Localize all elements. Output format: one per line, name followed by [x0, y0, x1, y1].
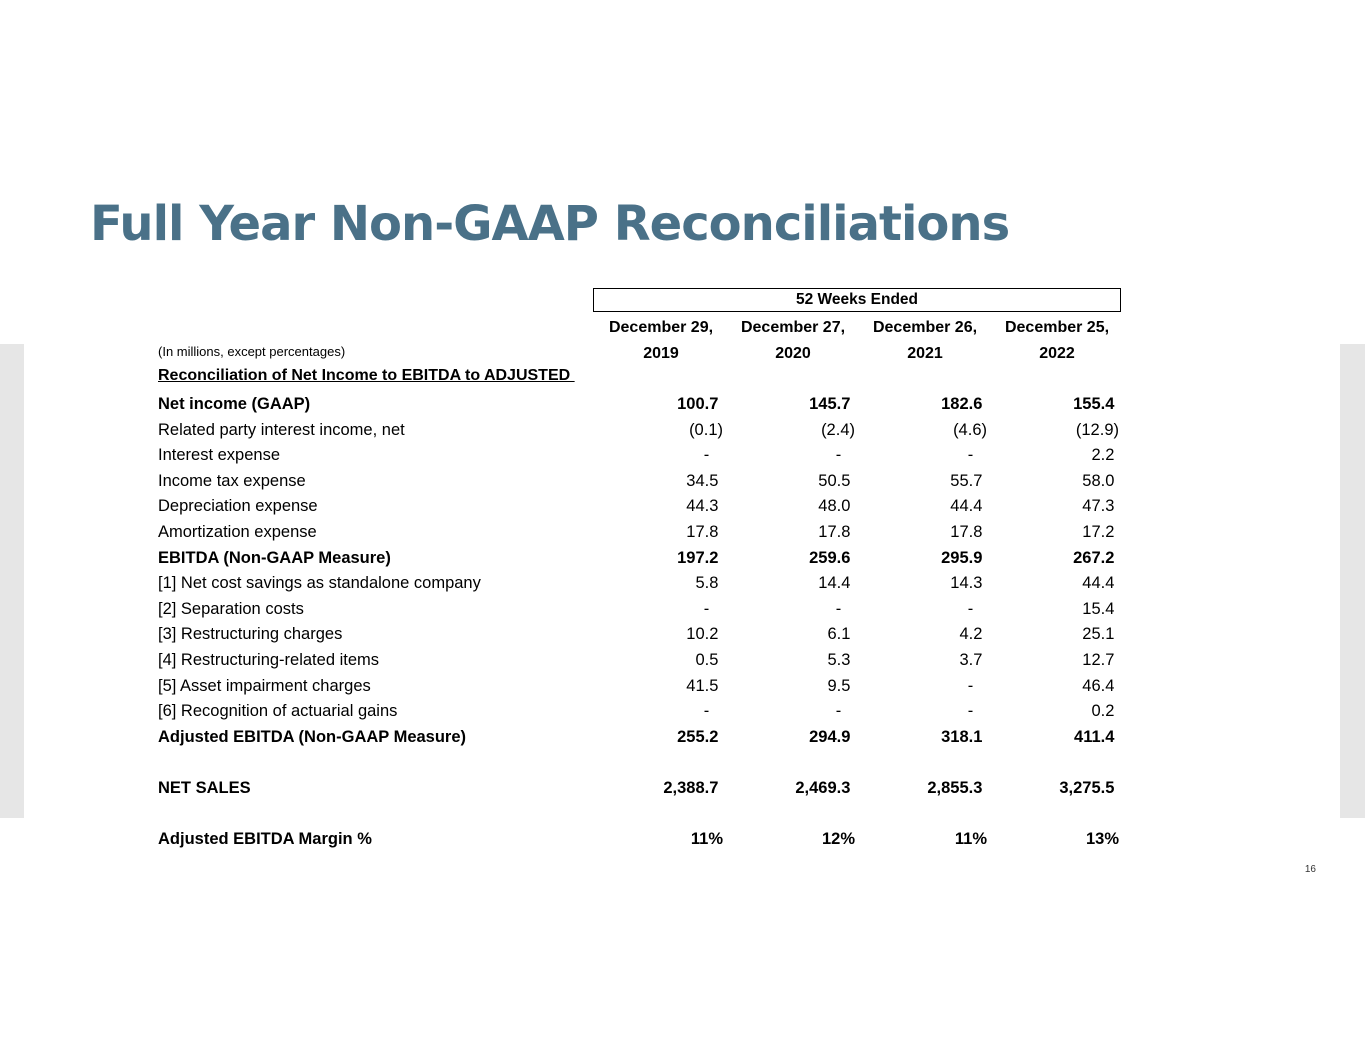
row-label: Income tax expense — [158, 471, 306, 490]
row-label: Adjusted EBITDA Margin % — [158, 830, 372, 848]
value-2019: 5.8 — [695, 574, 723, 593]
value-2019: 197.2 — [677, 548, 723, 567]
value-2021: 55.7 — [950, 471, 987, 490]
value-2022: 15.4 — [1082, 599, 1119, 618]
value-2022: 17.2 — [1082, 523, 1119, 541]
column-header-2020 — [727, 315, 859, 366]
value-2019: - — [703, 702, 723, 721]
net-sales-row — [0, 776, 1365, 802]
value-2020: (2.4) — [821, 420, 855, 439]
value-2022: 47.3 — [1082, 497, 1119, 516]
value-2020: 2,469.3 — [795, 779, 855, 797]
value-2022: (12.9) — [1075, 420, 1119, 439]
value-2021: 3.7 — [959, 651, 987, 669]
row-label: Depreciation expense — [158, 497, 318, 516]
value-2019: - — [703, 446, 723, 465]
row-label: Adjusted EBITDA (Non-GAAP Measure) — [158, 727, 467, 746]
value-2022: 58.0 — [1082, 471, 1119, 490]
value-2019: 255.2 — [677, 727, 723, 746]
table-row — [0, 418, 1365, 444]
table-row — [0, 597, 1365, 623]
row-label: Net income (GAAP) — [158, 395, 311, 413]
value-2021: 182.6 — [941, 395, 987, 413]
value-2019: 44.3 — [686, 497, 723, 516]
table-row — [0, 674, 1365, 700]
table-row — [0, 392, 1365, 418]
value-2020: - — [835, 702, 855, 721]
value-2020: 12% — [821, 830, 855, 848]
value-2021: - — [967, 599, 987, 618]
value-2020: - — [835, 446, 855, 465]
value-2020: 5.3 — [827, 651, 855, 669]
column-header-2019 — [595, 315, 727, 366]
value-2021: 318.1 — [941, 727, 987, 746]
slide-title: Full Year Non-GAAP Reconciliations — [90, 196, 1010, 252]
value-2021: 44.4 — [950, 497, 987, 516]
value-2022: 155.4 — [1073, 395, 1119, 413]
table-row — [0, 725, 1365, 751]
value-2020: 145.7 — [809, 395, 855, 413]
value-2022: 267.2 — [1073, 548, 1119, 567]
margin-row — [0, 827, 1365, 853]
value-2021: 14.3 — [950, 574, 987, 593]
row-label: Interest expense — [158, 446, 280, 465]
value-2021: 4.2 — [959, 625, 987, 644]
value-2019: 100.7 — [677, 395, 723, 413]
value-2019: 34.5 — [686, 471, 723, 490]
value-2019: - — [703, 599, 723, 618]
row-label: [3] Restructuring charges — [158, 625, 343, 644]
value-2020: 48.0 — [818, 497, 855, 516]
row-label: Amortization expense — [158, 523, 317, 541]
row-label: [1] Net cost savings as standalone company — [158, 574, 481, 593]
value-2019: (0.1) — [689, 420, 723, 439]
value-2022: 0.2 — [1091, 702, 1119, 721]
value-2022: 25.1 — [1082, 625, 1119, 644]
value-2022: 2.2 — [1091, 446, 1119, 465]
row-label: Related party interest income, net — [158, 420, 405, 439]
column-header-year: 2020 — [775, 344, 811, 362]
value-2020: 294.9 — [809, 727, 855, 746]
value-2019: 10.2 — [686, 625, 723, 644]
section-heading: Reconciliation of Net Income to EBITDA to ADJUSTED — [158, 367, 575, 384]
row-label: [5] Asset impairment charges — [158, 676, 371, 695]
table-row — [0, 622, 1365, 648]
table-row — [0, 494, 1365, 520]
value-2019: 17.8 — [686, 523, 723, 541]
column-header-year: 2022 — [1039, 344, 1075, 362]
value-2022: 3,275.5 — [1059, 779, 1119, 797]
value-2022: 44.4 — [1082, 574, 1119, 593]
value-2020: 9.5 — [827, 676, 855, 695]
table-row — [0, 571, 1365, 597]
page-number: 16 — [1304, 864, 1316, 875]
column-header-date: December 27, — [740, 319, 846, 336]
value-2022: 13% — [1085, 830, 1119, 848]
column-header-year: 2019 — [643, 344, 679, 362]
row-label: EBITDA (Non-GAAP Measure) — [158, 548, 391, 567]
period-header: 52 Weeks Ended — [593, 288, 1121, 312]
column-header-date: December 26, — [872, 319, 978, 336]
value-2022: 46.4 — [1082, 676, 1119, 695]
value-2021: (4.6) — [953, 420, 987, 439]
table-row — [0, 520, 1365, 546]
value-2022: 411.4 — [1074, 727, 1119, 746]
value-2021: 11% — [954, 830, 987, 848]
value-2019: 2,388.7 — [663, 779, 723, 797]
table-row — [0, 699, 1365, 725]
table-row — [0, 648, 1365, 674]
column-header-2021 — [859, 315, 991, 366]
value-2021: 17.8 — [950, 523, 987, 541]
column-header-2022 — [991, 315, 1123, 366]
value-2019: 0.5 — [695, 651, 723, 669]
row-label: [6] Recognition of actuarial gains — [158, 702, 398, 721]
table-row — [0, 546, 1365, 572]
value-2020: 17.8 — [818, 523, 855, 541]
units-note: (In millions, except percentages) — [158, 344, 346, 359]
table-row — [0, 443, 1365, 469]
value-2021: - — [967, 676, 987, 695]
value-2021: 2,855.3 — [927, 779, 987, 797]
value-2020: 14.4 — [818, 574, 855, 593]
row-label: [4] Restructuring-related items — [158, 651, 380, 669]
value-2021: 295.9 — [941, 548, 987, 567]
row-label: NET SALES — [158, 779, 251, 797]
value-2021: - — [967, 702, 987, 721]
value-2022: 12.7 — [1082, 651, 1119, 669]
column-header-date: December 25, — [1004, 319, 1110, 336]
value-2020: 6.1 — [827, 625, 855, 644]
value-2019: 41.5 — [686, 676, 723, 695]
table-row — [0, 469, 1365, 495]
column-header-year: 2021 — [907, 344, 943, 362]
value-2020: 259.6 — [809, 548, 855, 567]
row-label: [2] Separation costs — [158, 599, 304, 618]
value-2020: - — [835, 599, 855, 618]
value-2019: 11% — [690, 830, 723, 848]
value-2021: - — [967, 446, 987, 465]
column-header-date: December 29, — [608, 319, 714, 336]
value-2020: 50.5 — [818, 471, 855, 490]
